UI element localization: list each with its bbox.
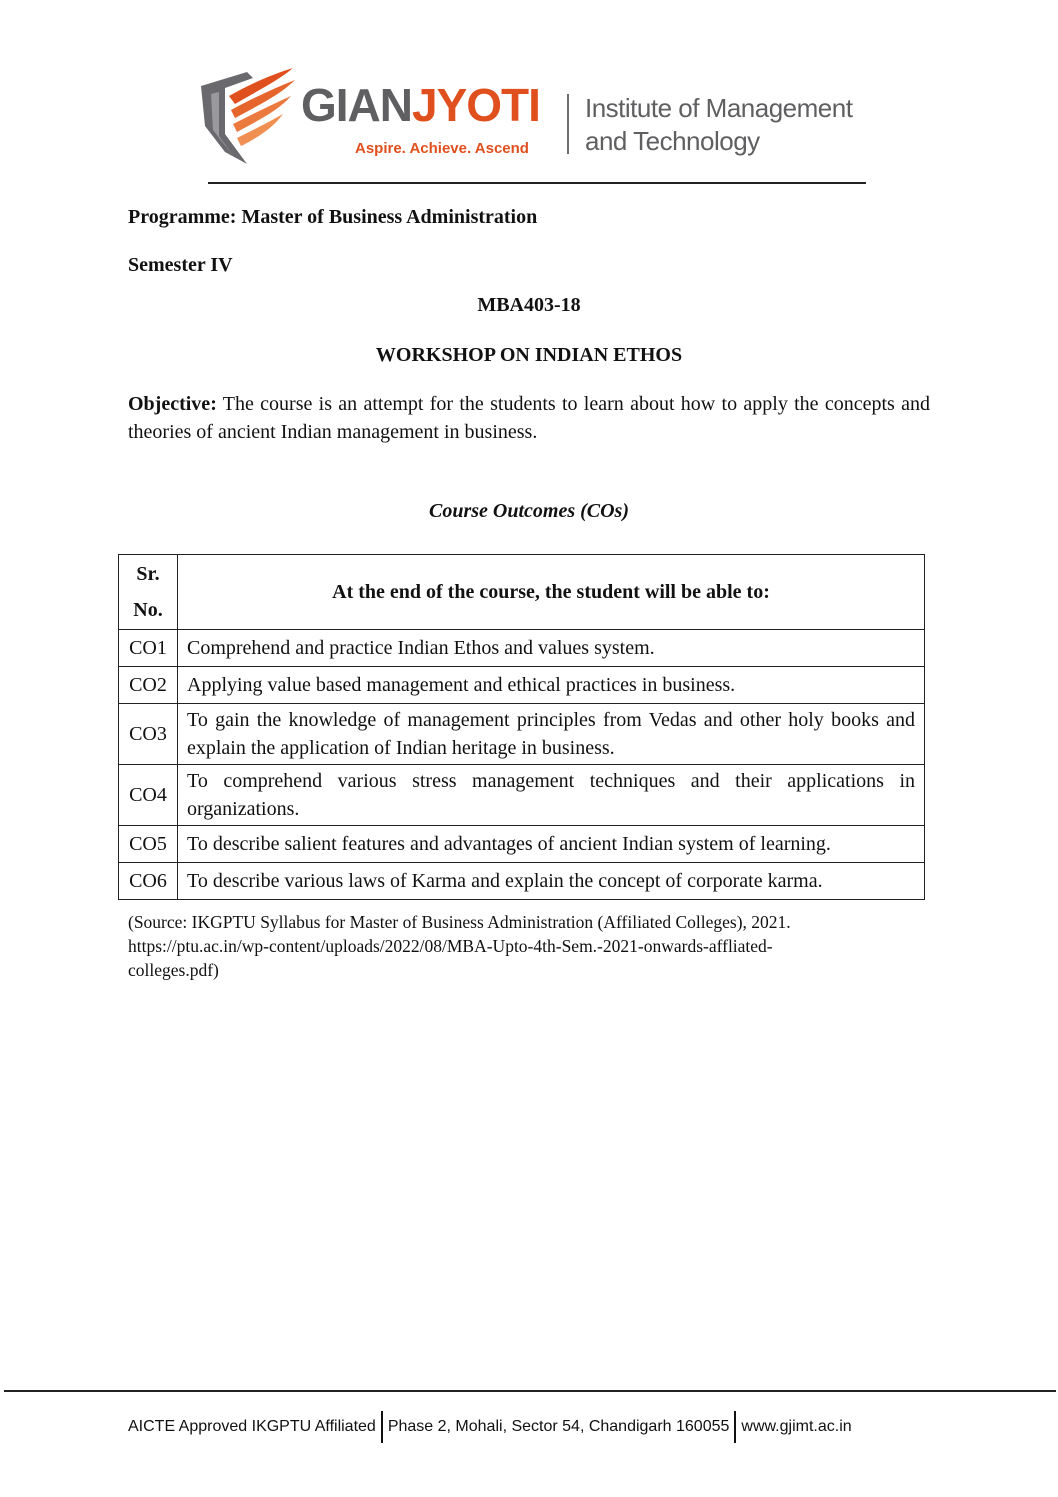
brand-tagline: Aspire. Achieve. Ascend bbox=[355, 140, 529, 157]
table-row bbox=[119, 765, 925, 826]
objective-label: Objective: bbox=[128, 393, 217, 415]
co-id: CO4 bbox=[119, 765, 178, 826]
institute-name bbox=[585, 92, 852, 158]
footer-affiliation: AICTE Approved IKGPTU Affiliated bbox=[128, 1418, 376, 1435]
brand-name-jyoti: JYOTI bbox=[412, 79, 540, 131]
brand-divider bbox=[567, 94, 569, 154]
footer-separator bbox=[381, 1411, 383, 1443]
co-id: CO6 bbox=[119, 863, 178, 900]
objective-paragraph bbox=[128, 390, 930, 446]
institute-name-line1: Institute of Management bbox=[585, 93, 853, 123]
table-row bbox=[119, 826, 925, 863]
co-id: CO1 bbox=[119, 630, 178, 667]
co-description: Comprehend and practice Indian Ethos and values system. bbox=[178, 630, 925, 667]
table-header-row bbox=[119, 555, 925, 630]
page-footer bbox=[128, 1412, 852, 1442]
programme-label: Programme: Master of Business Administration bbox=[128, 206, 538, 228]
course-outcomes-table bbox=[118, 554, 925, 900]
footer-rule bbox=[4, 1390, 1056, 1392]
co-id: CO5 bbox=[119, 826, 178, 863]
table-row bbox=[119, 863, 925, 900]
institute-logo bbox=[195, 64, 865, 176]
brand-name bbox=[301, 79, 540, 131]
co-description: Applying value based management and ethical practices in business. bbox=[178, 667, 925, 704]
objective-text: The course is an attempt for the students to learn about how to apply the concepts and theories of ancient Indian management in business. bbox=[128, 393, 930, 443]
source-url: https://ptu.ac.in/wp-content/uploads/2022/08/MBA-Upto-4th-Sem.-2021-onwards-affliated- bbox=[128, 936, 773, 956]
header-rule bbox=[208, 182, 866, 184]
course-code: MBA403-18 bbox=[477, 294, 581, 316]
co-id: CO3 bbox=[119, 704, 178, 765]
institute-name-line2: and Technology bbox=[585, 126, 760, 156]
table-row bbox=[119, 667, 925, 704]
co-id: CO2 bbox=[119, 667, 178, 704]
table-row bbox=[119, 630, 925, 667]
sr-no-header-line1: Sr. bbox=[136, 563, 160, 585]
source-line-3: colleges.pdf) bbox=[128, 960, 219, 980]
semester-label: Semester IV bbox=[128, 254, 233, 276]
co-description: To gain the knowledge of management principles from Vedas and other holy books and explain the application of Indian heritage in business. bbox=[178, 704, 925, 765]
footer-website: www.gjimt.ac.in bbox=[741, 1418, 852, 1435]
sr-no-header-line2: No. bbox=[133, 599, 163, 621]
table-row bbox=[119, 704, 925, 765]
co-description: To comprehend various stress management techniques and their applications in organizations. bbox=[178, 765, 925, 826]
description-header: At the end of the course, the student will be able to: bbox=[178, 555, 925, 630]
brand-name-gian: GIAN bbox=[301, 79, 412, 131]
footer-address: Phase 2, Mohali, Sector 54, Chandigarh 160055 bbox=[387, 1418, 730, 1435]
source-line-1: (Source: IKGPTU Syllabus for Master of Business Administration (Affiliated Colleges), 2021. bbox=[128, 912, 791, 932]
course-title: WORKSHOP ON INDIAN ETHOS bbox=[375, 344, 683, 366]
source-citation bbox=[128, 910, 928, 982]
sr-no-header bbox=[119, 555, 178, 630]
co-description: To describe salient features and advantages of ancient Indian system of learning. bbox=[178, 826, 925, 863]
course-outcomes-heading: Course Outcomes (COs) bbox=[428, 500, 629, 522]
footer-separator bbox=[734, 1411, 736, 1443]
co-description: To describe various laws of Karma and explain the concept of corporate karma. bbox=[178, 863, 925, 900]
shield-wings-icon bbox=[195, 64, 299, 176]
